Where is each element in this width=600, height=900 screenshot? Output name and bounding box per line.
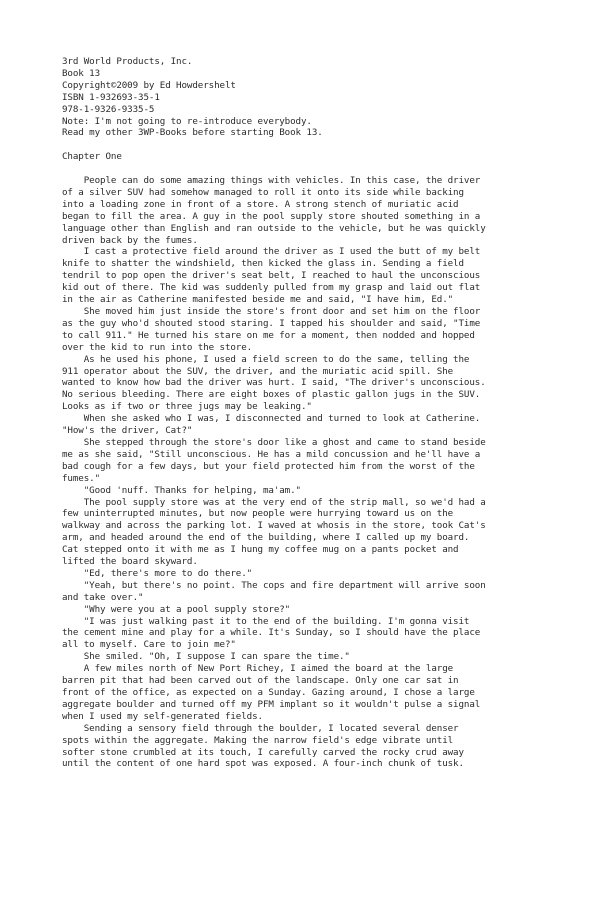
front-matter-line: Copyright©2009 by Ed Howdershelt: [62, 79, 236, 91]
text-line: spots within the aggregate. Making the narrow field's edge vibrate until: [62, 734, 454, 746]
text-line: "How's the driver, Cat?": [62, 425, 193, 437]
text-line: When she asked who I was, I disconnected and turned to look at Catherine.: [62, 413, 481, 425]
text-line: knife to shatter the windshield, then kicked the glass in. Sending a field: [62, 258, 464, 270]
text-line: driven back by the fumes.: [62, 234, 198, 246]
text-line: bad cough for a few days, but your field protected him from the worst of the: [62, 460, 475, 472]
text-line: Cat stepped onto it with me as I hung my coffee mug on a pants pocket and: [62, 544, 459, 556]
text-line: The pool supply store was at the very end of the strip mall, so we'd had a: [62, 496, 486, 508]
text-line: of a silver SUV had somehow managed to roll it onto its side while backing: [62, 186, 464, 198]
text-line: as the guy who'd shouted stood staring. I tapped his shoulder and said, "Time: [62, 317, 481, 329]
text-line: A few miles north of New Port Richey, I aimed the board at the large: [62, 663, 454, 675]
text-line: arm, and headed around the end of the building, where I called up my board.: [62, 532, 470, 544]
text-line: and take over.": [62, 591, 144, 603]
text-line: She smiled. "Oh, I suppose I can spare the time.": [62, 651, 350, 663]
text-line: She moved him just inside the store's front door and set him on the floor: [62, 306, 481, 317]
text-line: fumes.": [62, 472, 101, 484]
spacer: [62, 139, 560, 151]
text-line: barren pit that had been carved out of the landscape. Only one car sat in: [62, 675, 459, 687]
text-line: I cast a protective field around the driver as I used the butt of my belt: [62, 246, 481, 258]
text-line: "Good 'nuff. Thanks for helping, ma'am.": [62, 484, 301, 496]
front-matter-line: ISBN 1-932693-35-1: [62, 91, 160, 103]
text-line: until the content of one hard spot was exposed. A four-inch chunk of tusk.: [62, 758, 464, 770]
text-line: in the air as Catherine manifested beside me and said, "I have him, Ed.": [62, 294, 454, 306]
front-matter-line: Read my other 3WP-Books before starting Book 13.: [62, 127, 323, 139]
text-line: Looks as if two or three jugs may be leaking.": [62, 401, 312, 413]
text-line: into a loading zone in front of a store. A strong stench of muriatic acid: [62, 198, 459, 210]
text-line: walkway and across the parking lot. I waved at whosis in the store, took Cat's: [62, 520, 486, 532]
text-line: wanted to know how bad the driver was hurt. I said, "The driver's unconscious.: [62, 377, 486, 389]
text-line: lifted the board skyward.: [62, 556, 198, 568]
text-line: me as she said, "Still unconscious. He has a mild concussion and he'll have a: [62, 448, 481, 460]
text-line: began to fill the area. A guy in the pool supply store shouted something in a: [62, 210, 481, 222]
text-line: "Yeah, but there's no point. The cops and fire department will arrive soon: [62, 579, 486, 591]
chapter-body: [62, 175, 560, 770]
text-line: the cement mine and play for a while. It's Sunday, so I should have the place: [62, 627, 481, 639]
front-matter-line: Note: I'm not going to re-introduce everybody.: [62, 115, 312, 127]
text-line: over the kid to run into the store.: [62, 341, 253, 353]
text-line: 911 operator about the SUV, the driver, and the muriatic acid spill. She: [62, 365, 454, 377]
text-line: few uninterrupted minutes, but now people were hurrying toward us on the: [62, 508, 454, 520]
text-line: "I was just walking past it to the end of the building. I'm gonna visit: [62, 615, 470, 627]
chapter-title: Chapter One: [62, 151, 122, 163]
spacer: [62, 163, 560, 175]
text-line: language other than English and ran outside to the vehicle, but he was quickly: [62, 222, 486, 234]
text-line: People can do some amazing things with vehicles. In this case, the driver: [62, 175, 481, 187]
text-line: front of the office, as expected on a Sunday. Gazing around, I chose a large: [62, 687, 475, 698]
front-matter-line: 978-1-9326-9335-5: [62, 103, 155, 115]
text-line: No serious bleeding. There are eight boxes of plastic gallon jugs in the SUV.: [62, 389, 481, 401]
text-line: Sending a sensory field through the boulder, I located several denser: [62, 722, 459, 734]
front-matter-line: 3rd World Products, Inc.: [62, 56, 193, 67]
text-line: "Why were you at a pool supply store?": [62, 603, 291, 615]
text-line: to call 911." He turned his stare on me for a moment, then nodded and hopped: [62, 329, 475, 341]
text-line: all to myself. Care to join me?": [62, 639, 236, 651]
text-line: tendril to pop open the driver's seat belt, I reached to haul the unconscious: [62, 270, 481, 282]
text-line: when I used my self-generated fields.: [62, 710, 263, 722]
text-line: softer stone crumbled at its touch, I carefully carved the rocky crud away: [62, 746, 464, 758]
text-line: "Ed, there's more to do there.": [62, 567, 253, 579]
text-line: aggregate boulder and turned off my PFM implant so it wouldn't pulse a signal: [62, 698, 481, 710]
text-line: kid out of there. The kid was suddenly pulled from my grasp and laid out flat: [62, 282, 481, 294]
front-matter-line: Book 13: [62, 67, 101, 79]
text-line: She stepped through the store's door like a ghost and came to stand beside: [62, 436, 486, 448]
text-line: As he used his phone, I used a field screen to do the same, telling the: [62, 353, 470, 365]
front-matter: [62, 56, 560, 139]
